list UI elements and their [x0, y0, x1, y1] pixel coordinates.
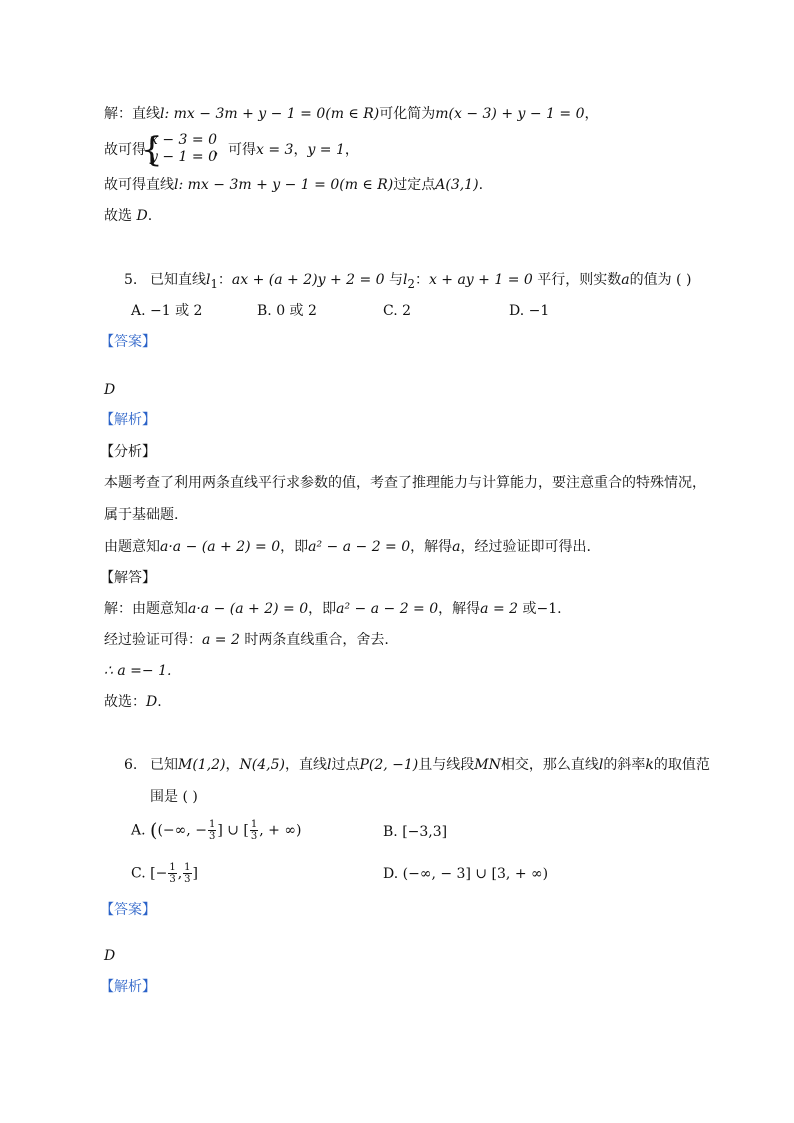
jieda-line-4: 故选：D. [104, 694, 162, 710]
answer-value: D [104, 382, 116, 398]
question-5-number: 5. [124, 272, 138, 288]
question-5-option-a: A. −1 或 2 [131, 303, 203, 319]
fenxi-line-3: 由题意知a·a − (a + 2) = 0，即a² − a − 2 = 0，解得a，经过验证即可得出. [104, 539, 591, 555]
question-6-stem-line-2: 围是 ( ) [150, 789, 198, 805]
question-6-option-a: A. ((−∞, − $\frac{1}{3}$ ] ∪ [ $\frac{1}{3}$ , + ∞) [131, 819, 302, 842]
question-5-option-b: B. 0 或 2 [257, 303, 317, 319]
jieda-tag: 【解答】 [100, 570, 156, 586]
solution-line-1: 解：直线l: mx − 3m + y − 1 = 0(m ∈ R)可化简为m(x − 3) + y − 1 = 0， [104, 106, 599, 122]
analysis-tag-6: 【解析】 [100, 979, 156, 995]
question-5-stem: 已知直线$l_1$：ax + (a + 2)y + 2 = 0 与$l_2$：x + ay + 1 = 0 平行，则实数a的值为 ( ) [150, 272, 692, 291]
answer-tag-6: 【答案】 [100, 902, 156, 918]
solution-line-2: 故可得 [104, 142, 146, 158]
question-6-option-c: C. [− $\frac{1}{3}$ , $\frac{1}{3}$ ] [131, 862, 198, 885]
fenxi-tag: 【分析】 [100, 444, 156, 460]
fenxi-line-1: 本题考查了利用两条直线平行求参数的值，考查了推理能力与计算能力，要注意重合的特殊情况， [104, 475, 706, 491]
jieda-line-2: 经过验证可得：a = 2 时两条直线重合，舍去. [104, 632, 389, 648]
analysis-tag: 【解析】 [100, 412, 156, 428]
question-6-stem-line-1: 已知M(1,2)，N(4,5)，直线l过点P(2, −1)且与线段MN相交，那么直线l的斜率k的取值范 [150, 757, 710, 773]
system-equation-1: x − 3 = 0 [150, 132, 217, 148]
question-5-option-d: D. −1 [509, 303, 550, 319]
question-5-option-c: C. 2 [383, 303, 412, 319]
question-6-option-d: D. (−∞, − 3] ∪ [3, + ∞) [383, 866, 549, 882]
solution-line-4: 故选 D. [104, 208, 153, 224]
question-6-number: 6. [124, 757, 138, 773]
fenxi-line-2: 属于基础题. [104, 507, 179, 523]
question-6-option-b: B. [−3,3] [383, 824, 448, 840]
answer-value-6: D [104, 948, 116, 964]
solution-line-3: 故可得直线l: mx − 3m + y − 1 = 0(m ∈ R)过定点A(3,1). [104, 177, 484, 193]
equation-system-brace: { [141, 130, 163, 170]
jieda-line-3: ∴ a =− 1. [104, 663, 172, 679]
system-equation-2: y − 1 = 0 [150, 149, 217, 165]
solution-line-2-result: ，可得x = 3，y = 1， [214, 142, 359, 158]
jieda-line-1: 解：由题意知a·a − (a + 2) = 0，即a² − a − 2 = 0，解得a = 2 或−1. [104, 601, 562, 617]
answer-tag: 【答案】 [100, 334, 156, 350]
